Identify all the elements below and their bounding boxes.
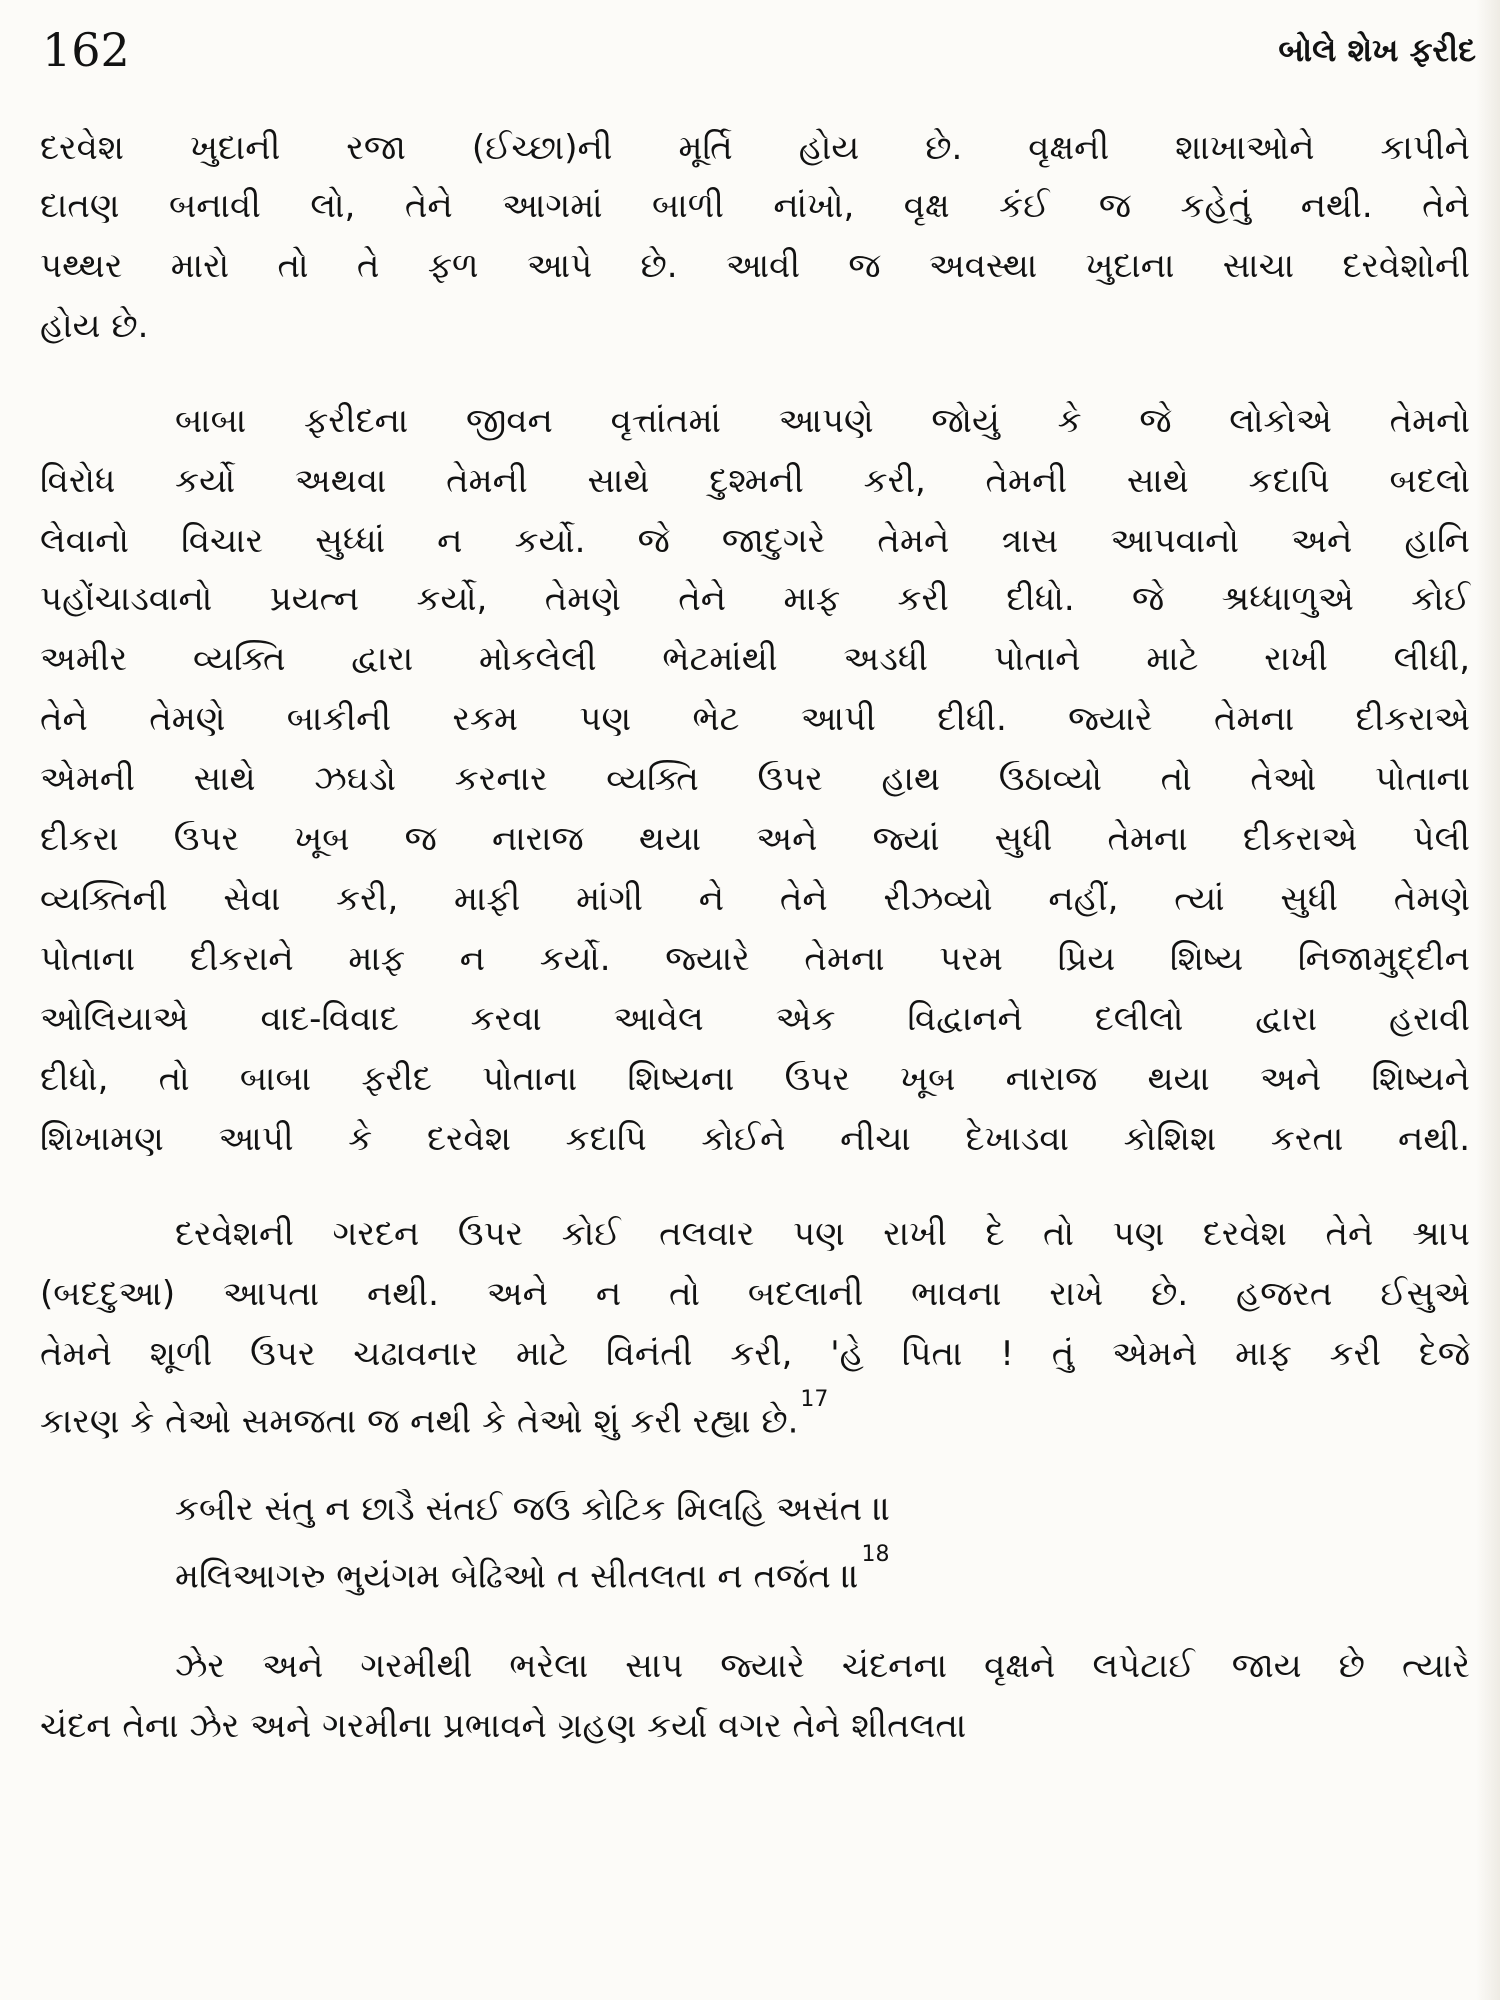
- body-line: દરવેશની ગરદન ઉપર કોઈ તલવાર પણ રાખી દે તો પણ દરવેશ તેને શ્રાપ: [175, 1214, 1470, 1254]
- body-line: ચંદન તેના ઝેર અને ગરમીના પ્રભાવને ગ્રહણ કર્યા વગર તેને શીતલતા: [40, 1706, 967, 1746]
- running-title: બોલે શેખ ફરીદ: [1278, 31, 1476, 69]
- body-line: અમીર વ્યક્તિ દ્વારા મોકલેલી ભેટમાંથી અડધી પોતાને માટે રાખી લીધી,: [40, 639, 1470, 679]
- body-line: દીધો, તો બાબા ફરીદ પોતાના શિષ્યના ઉપર ખૂબ નારાજ થયા અને શિષ્યને: [40, 1059, 1470, 1099]
- body-line: વિરોધ કર્યો અથવા તેમની સાથે દુશ્મની કરી, તેમની સાથે કદાપિ બદલો: [40, 461, 1470, 501]
- body-line: વ્યક્તિની સેવા કરી, માફી માંગી ને તેને રીઝવ્યો નહીં, ત્યાં સુધી તેમણે: [40, 879, 1470, 919]
- body-line: દાતણ બનાવી લો, તેને આગમાં બાળી નાંખો, વૃક્ષ કંઈ જ કહેતું નથી. તેને: [40, 186, 1470, 226]
- body-line: તેને તેમણે બાકીની રકમ પણ ભેટ આપી દીધી. જ્યારે તેમના દીકરાએ: [40, 699, 1470, 739]
- page-number: 162: [42, 23, 130, 77]
- body-line: એમની સાથે ઝઘડો કરનાર વ્યક્તિ ઉપર હાથ ઉઠાવ્યો તો તેઓ પોતાના: [40, 759, 1470, 799]
- body-text: કારણ કે તેઓ સમજતા જ નથી કે તેઓ શું કરી રહ્યા છે.: [40, 1401, 799, 1442]
- footnote-marker: 18: [861, 1542, 890, 1567]
- body-line: પહોંચાડવાનો પ્રયત્ન કર્યો, તેમણે તેને માફ કરી દીધો. જે શ્રધ્ધાળુએ કોઈ: [40, 579, 1470, 619]
- body-line: ઝેર અને ગરમીથી ભરેલા સાપ જ્યારે ચંદનના વૃક્ષને લપેટાઈ જાય છે ત્યારે: [175, 1646, 1470, 1686]
- body-line: હોય છે.: [40, 306, 149, 346]
- body-line: લેવાનો વિચાર સુધ્ધાં ન કર્યો. જે જાદુગરે તેમને ત્રાસ આપવાનો અને હાનિ: [40, 521, 1470, 561]
- body-line: દીકરા ઉપર ખૂબ જ નારાજ થયા અને જ્યાં સુધી તેમના દીકરાએ પેલી: [40, 819, 1470, 859]
- verse-line: કબીર સંતુ ન છાડૈ સંતઈ જઉ કોટિક મિલહિ અસંત ॥: [175, 1489, 891, 1529]
- verse-text: મલિઆગરુ ભુયંગમ બેઢિઓ ત સીતલતા ન તજંત ॥: [175, 1556, 860, 1597]
- body-line: બાબા ફરીદના જીવન વૃત્તાંતમાં આપણે જોયું કે જે લોકોએ તેમનો: [175, 401, 1470, 441]
- body-line-with-footnote: [40, 1388, 1470, 1447]
- footnote-marker: 17: [800, 1387, 829, 1412]
- body-line: ઓલિયાએ વાદ-વિવાદ કરવા આવેલ એક વિદ્વાનને દલીલો દ્વારા હરાવી: [40, 999, 1470, 1039]
- body-line: દરવેશ ખુદાની રજા (ઈચ્છા)ની મૂર્તિ હોય છે. વૃક્ષની શાખાઓને કાપીને: [40, 128, 1470, 168]
- page-edge-shadow: [1476, 0, 1500, 2000]
- verse-line-with-footnote: [175, 1543, 1375, 1602]
- body-line: પથ્થર મારો તો તે ફળ આપે છે. આવી જ અવસ્થા ખુદાના સાચા દરવેશોની: [40, 246, 1470, 286]
- body-line: પોતાના દીકરાને માફ ન કર્યો. જ્યારે તેમના પરમ પ્રિય શિષ્ય નિજામુદ્દીન: [40, 939, 1470, 979]
- body-line: શિખામણ આપી કે દરવેશ કદાપિ કોઈને નીચા દેખાડવા કોશિશ કરતા નથી.: [40, 1119, 1470, 1159]
- body-line: તેમને શૂળી ઉપર ચઢાવનાર માટે વિનંતી કરી, 'હે પિતા ! તું એમને માફ કરી દેજે: [40, 1334, 1470, 1374]
- body-line: (બદદુઆ) આપતા નથી. અને ન તો બદલાની ભાવના રાખે છે. હજરત ઈસુએ: [40, 1274, 1470, 1314]
